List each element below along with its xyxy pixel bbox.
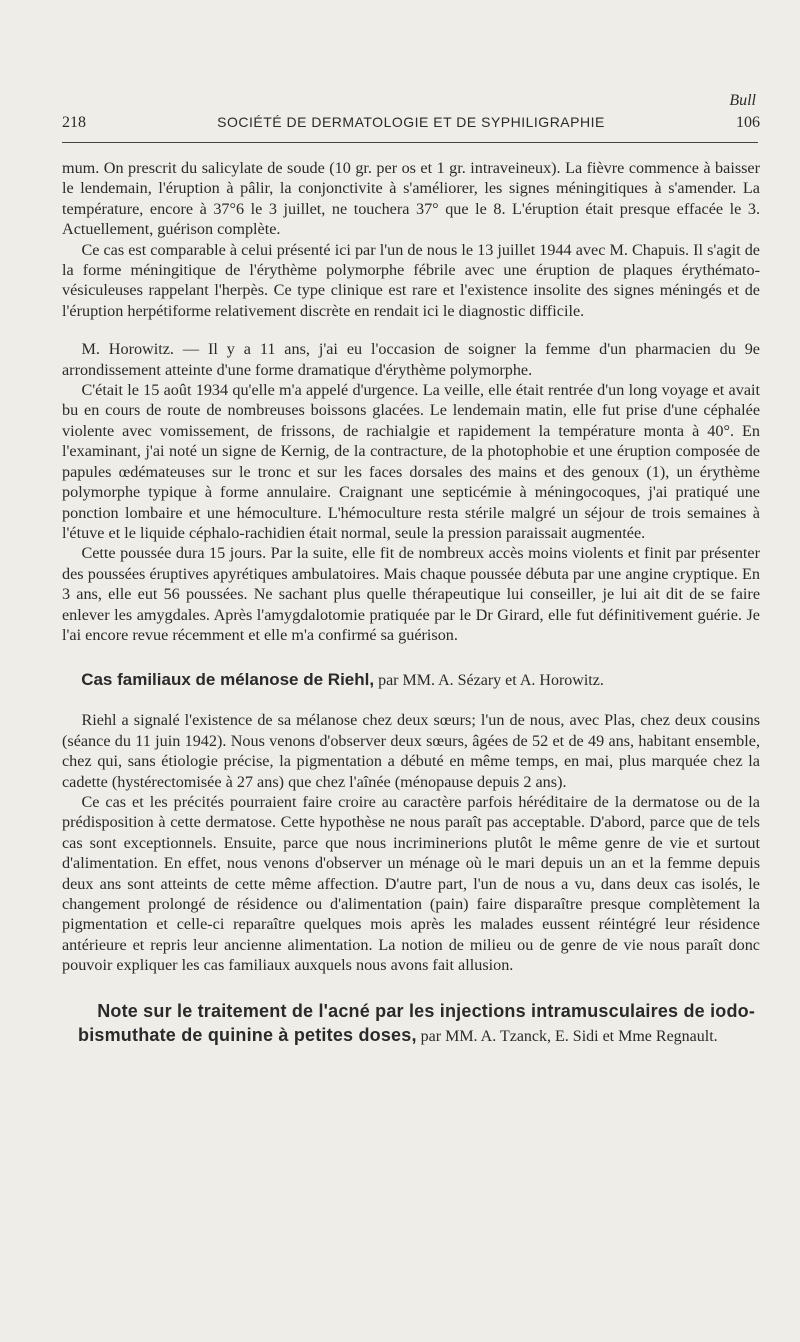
paragraph: Ce cas est comparable à celui présenté ici par l'un de nous le 13 juillet 1944 avec M. Chapuis. Il s'agit de la forme méningitique de l'érythème polymorphe fébrile avec une éruption de plaques érythémato-vésiculeuses rappelant l'herpès. Ce type clinique est rare et l'existence insolite des signes méningés et de l'éruption herpétiforme relativement discrète en rendait ici le diagnostic difficile. xyxy=(62,240,760,320)
running-header xyxy=(62,114,760,132)
body-text xyxy=(62,158,760,1048)
article-heading xyxy=(62,669,760,692)
article-byline: par MM. A. Tzanck, E. Sidi et Mme Regnault. xyxy=(420,1027,718,1045)
article-title: Note sur le traitement de l'acné par les injections intramusculaires de iodo-bismuthate de quinine à petites doses, xyxy=(78,1000,756,1045)
journal-title: SOCIÉTÉ DE DERMATOLOGIE ET DE SYPHILIGRAPHIE xyxy=(217,114,605,130)
issue-number: 106 xyxy=(735,114,760,131)
article-byline: par MM. A. Sézary et A. Horowitz. xyxy=(378,672,604,690)
article-heading xyxy=(62,1000,760,1048)
paragraph: Riehl a signalé l'existence de sa mélanose chez deux sœurs; l'un de nous, avec Plas, chez deux cousins (séance du 11 juin 1942). Nous venons d'observer deux sœurs, âgées de 52 et de 49 ans, habitant ensemble, chez qui, sans étiologie précise, la pigmentation a débuté en même temps, en mai, plus marquée chez la cadette (hystérectomisée à 27 ans) que chez l'aînée (ménopause depuis 2 ans). xyxy=(62,711,760,791)
paragraph: Ce cas et les précités pourraient faire croire au caractère parfois héréditaire de la dermatose ou de la prédisposition à cette dermatose. Cette hypothèse ne nous paraît pas acceptable. D'abord, parce que de tels cas sont exceptionnels. Ensuite, parce que nous incriminerions plutôt le même genre de vie et surtout d'alimentation. En effet, nous venons d'observer un ménage où le mari depuis un an et la femme depuis deux ans sont atteints de cette même affection. D'autre part, l'un de nous a vu, dans deux cas isolés, le changement prolongé de résidence ou d'alimentation (pain) faire disparaître presque complètement la pigmentation et celle-ci reparaître quelques mois après les malades eussent réintégré leur résidence antérieure et repris leur ancienne alimentation. La notion de milieu ou de genre de vie nous paraît donc pouvoir expliquer les cas familiaux auxquels nous avons fait allusion. xyxy=(62,792,760,975)
page-number: 218 xyxy=(62,114,86,131)
paragraph: Cette poussée dura 15 jours. Par la suite, elle fit de nombreux accès moins violents et finit par présenter des poussées éruptives apyrétiques ambulatoires. Mais chaque poussée débuta par une angine cryptique. En 3 ans, elle eut 56 poussées. Ne sachant plus quelle thérapeutique lui conseiller, je lui ait dit de se faire enlever les amygdales. Après l'amygdalotomie pratiquée par le Dr Girard, elle fut définitivement guérie. Je l'ai encore revue récemment et elle m'a confirmé sa guérison. xyxy=(62,544,760,644)
header-rule xyxy=(62,142,758,143)
paragraph: M. Horowitz. — Il y a 11 ans, j'ai eu l'occasion de soigner la femme d'un pharmacien du 9e arrondissement atteinte d'une forme dramatique d'érythème polymorphe. xyxy=(62,340,760,379)
article-title: Cas familiaux de mélanose de Riehl, xyxy=(81,670,375,690)
paragraph: C'était le 15 août 1934 qu'elle m'a appelé d'urgence. La veille, elle était rentrée d'un long voyage et avait bu en cours de route de nombreuses boissons glacées. Le lendemain matin, elle fut prise d'une céphalée violente avec vomissement, de frissons, de rachialgie et rapidement la température monta à 40°. En l'examinant, j'ai noté un signe de Kernig, de la contracture, de la photophobie et une éruption composée de papules œdémateuses sur le tronc et sur les faces dorsales des mains et des genoux (1), un érythème polymorphe typique à forme annulaire. Craignant une septicémie à méningocoques, j'ai pratiqué une ponction lombaire et une hémoculture. L'hémoculture resta stérile malgré un séjour de trois semaines à l'étuve et le liquide céphalo-rachidien était normal, seule la pression paraissait augmentée. xyxy=(62,381,760,542)
paragraph: mum. On prescrit du salicylate de soude (10 gr. per os et 1 gr. intraveineux). La fièvre commence à baisser le lendemain, l'éruption à pâlir, la conjonctivite à s'améliorer, les signes méningitiques à s'amender. La température, encore à 37°6 le 3 juillet, ne touchera 37° que le 8. L'éruption était presque effacée le 3. Actuellement, guérison complète. xyxy=(62,159,760,239)
handwritten-annotation: Bull xyxy=(729,92,756,109)
